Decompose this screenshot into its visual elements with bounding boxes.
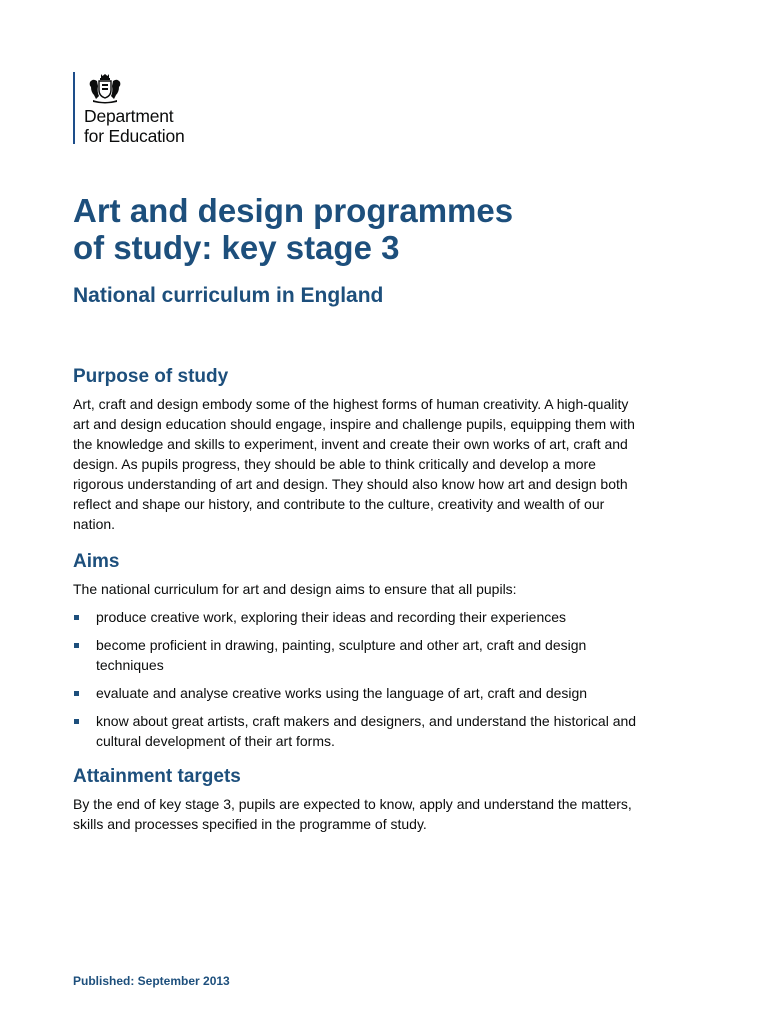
list-item-text: cultural development of their art forms.: [96, 733, 335, 749]
list-item-text: become proficient in drawing, painting, sculpture and other art, craft and design: [96, 637, 587, 653]
dfe-logo: [73, 72, 185, 144]
title-line-2: of study: key stage 3: [73, 229, 400, 266]
logo-line-1: Department: [84, 106, 174, 126]
page-subtitle: National curriculum in England: [73, 284, 384, 307]
list-item: [73, 683, 703, 703]
purpose-line: reflect and shape our history, and contribute to the culture, creativity and wealth of our: [73, 496, 605, 512]
purpose-line: art and design education should engage, inspire and challenge pupils, equipping them with: [73, 416, 635, 432]
list-item: [73, 635, 703, 675]
list-item-text: evaluate and analyse creative works using the language of art, craft and design: [96, 685, 588, 701]
purpose-section: [73, 366, 703, 534]
list-item: [73, 711, 703, 751]
purpose-line: design. As pupils progress, they should be able to think critically and develop a more: [73, 456, 596, 472]
logo-text: [84, 106, 185, 146]
list-item: [73, 607, 703, 627]
list-item-text: know about great artists, craft makers and designers, and understand the historical and: [96, 713, 637, 729]
aims-heading: Aims: [73, 551, 120, 572]
list-item-text: produce creative work, exploring their ideas and recording their experiences: [96, 609, 567, 625]
purpose-heading: Purpose of study: [73, 366, 229, 387]
logo-line-2: for Education: [84, 126, 185, 146]
purpose-line: Art, craft and design embody some of the highest forms of human creativity. A high-quality: [73, 396, 629, 412]
aims-list: [73, 607, 703, 751]
page-title: [73, 192, 713, 266]
purpose-line: rigorous understanding of art and design. They should also know how art and design both: [73, 476, 628, 492]
published-date: Published: September 2013: [73, 974, 230, 988]
attainment-line: skills and processes specified in the programme of study.: [73, 816, 427, 832]
attainment-paragraph: [73, 794, 703, 834]
purpose-paragraph: [73, 394, 703, 534]
list-item-text: techniques: [96, 657, 164, 673]
attainment-line: By the end of key stage 3, pupils are expected to know, apply and understand the matters,: [73, 796, 632, 812]
purpose-line: nation.: [73, 516, 116, 532]
aims-intro: The national curriculum for art and design aims to ensure that all pupils:: [73, 581, 517, 597]
attainment-section: [73, 766, 703, 834]
title-line-1: Art and design programmes: [73, 192, 514, 229]
aims-section: [73, 551, 703, 759]
royal-coat-of-arms-icon: [87, 72, 123, 104]
purpose-line: the knowledge and skills to experiment, invent and create their own works of art, craft and: [73, 436, 628, 452]
attainment-heading: Attainment targets: [73, 766, 241, 787]
